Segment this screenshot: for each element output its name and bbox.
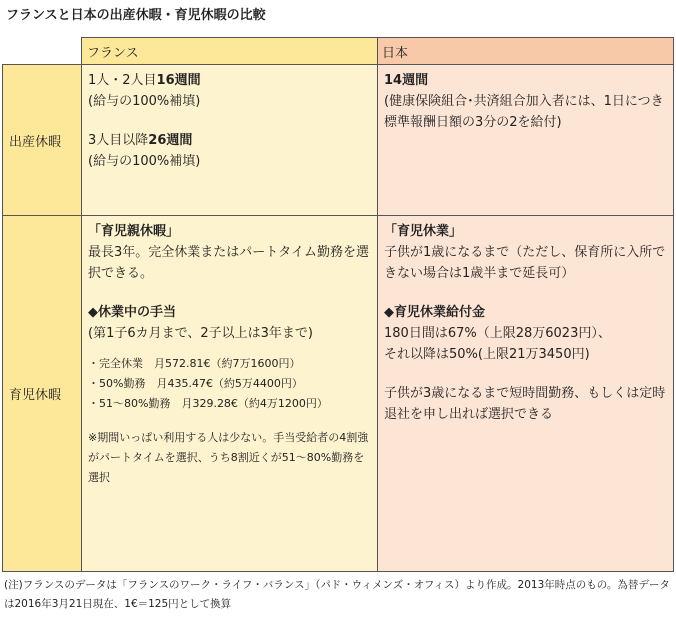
childcare-japan-desc: 子供が1歳になるまで（ただし、保育所に入所できない場合は1歳半まで延長可）: [384, 245, 666, 281]
childcare-japan-extra: 子供が3歳になるまで短時間勤務、もしくは定時退社を申し出れば選択できる: [384, 386, 666, 422]
page-title: フランスと日本の出産休暇・育児休暇の比較: [6, 8, 266, 23]
childcare-japan-benefit-line2: それ以降は50%(上限21万3450円): [384, 347, 590, 362]
childcare-japan-heading: 「育児休業」: [384, 224, 463, 239]
childcare-france-cell: [82, 216, 378, 572]
childcare-france-desc: 最長3年。完全休業またはパートタイム勤務を選択できる。: [88, 245, 370, 281]
childcare-france-item: ・51～80%勤務 月329.28€（約4万1200円）: [88, 397, 328, 410]
childcare-france-item: ・完全休業 月572.81€（約7万1600円）: [88, 357, 301, 370]
header-japan: 日本: [378, 38, 674, 65]
row-label-maternity: 出産休暇: [3, 65, 82, 216]
maternity-france-line4: (給与の100%補填): [88, 154, 201, 169]
header-france: フランス: [82, 38, 378, 65]
maternity-row: [3, 65, 674, 216]
childcare-france-note: ※期間いっぱい利用する人は少ない。手当受給者の4割強がパートタイムを選択、うち8割近くが51～80%勤務を選択: [88, 431, 369, 484]
maternity-france-line1: 1人・2人目16週間: [88, 73, 201, 88]
maternity-france-line2: (給与の100%補填): [88, 94, 201, 109]
maternity-japan-line2: (健康保険組合･共済組合加入者には、1日につき標準報酬日額の3分の2を給付): [384, 94, 664, 130]
header-corner: [3, 38, 82, 65]
maternity-japan-cell: [378, 65, 674, 216]
maternity-japan-line1: 14週間: [384, 73, 429, 88]
childcare-france-benefit-heading: ◆休業中の手当: [88, 305, 176, 320]
footnote: (注)フランスのデータは「フランスのワーク・ライフ・バランス」（パド・ウィメンズ・オフィス）より作成。2013年時点のもの。為替データは2016年3月21日現在、1€＝125円として換算: [4, 579, 670, 610]
childcare-row: [3, 216, 674, 572]
childcare-france-item: ・50%勤務 月435.47€（約5万4400円）: [88, 377, 303, 390]
maternity-france-cell: [82, 65, 378, 216]
childcare-france-benefit-period: (第1子6カ月まで、2子以上は3年まで): [88, 326, 313, 341]
childcare-japan-benefit-line1: 180日間は67%（上限28万6023円）、: [384, 326, 611, 341]
maternity-france-line3: 3人目以降26週間: [88, 133, 193, 148]
comparison-table: [2, 37, 674, 572]
childcare-japan-cell: [378, 216, 674, 572]
row-label-childcare: 育児休暇: [3, 216, 82, 572]
header-row: [3, 38, 674, 65]
childcare-france-heading: 「育児親休暇」: [88, 224, 180, 239]
childcare-japan-benefit-heading: ◆育児休業給付金: [384, 305, 485, 320]
